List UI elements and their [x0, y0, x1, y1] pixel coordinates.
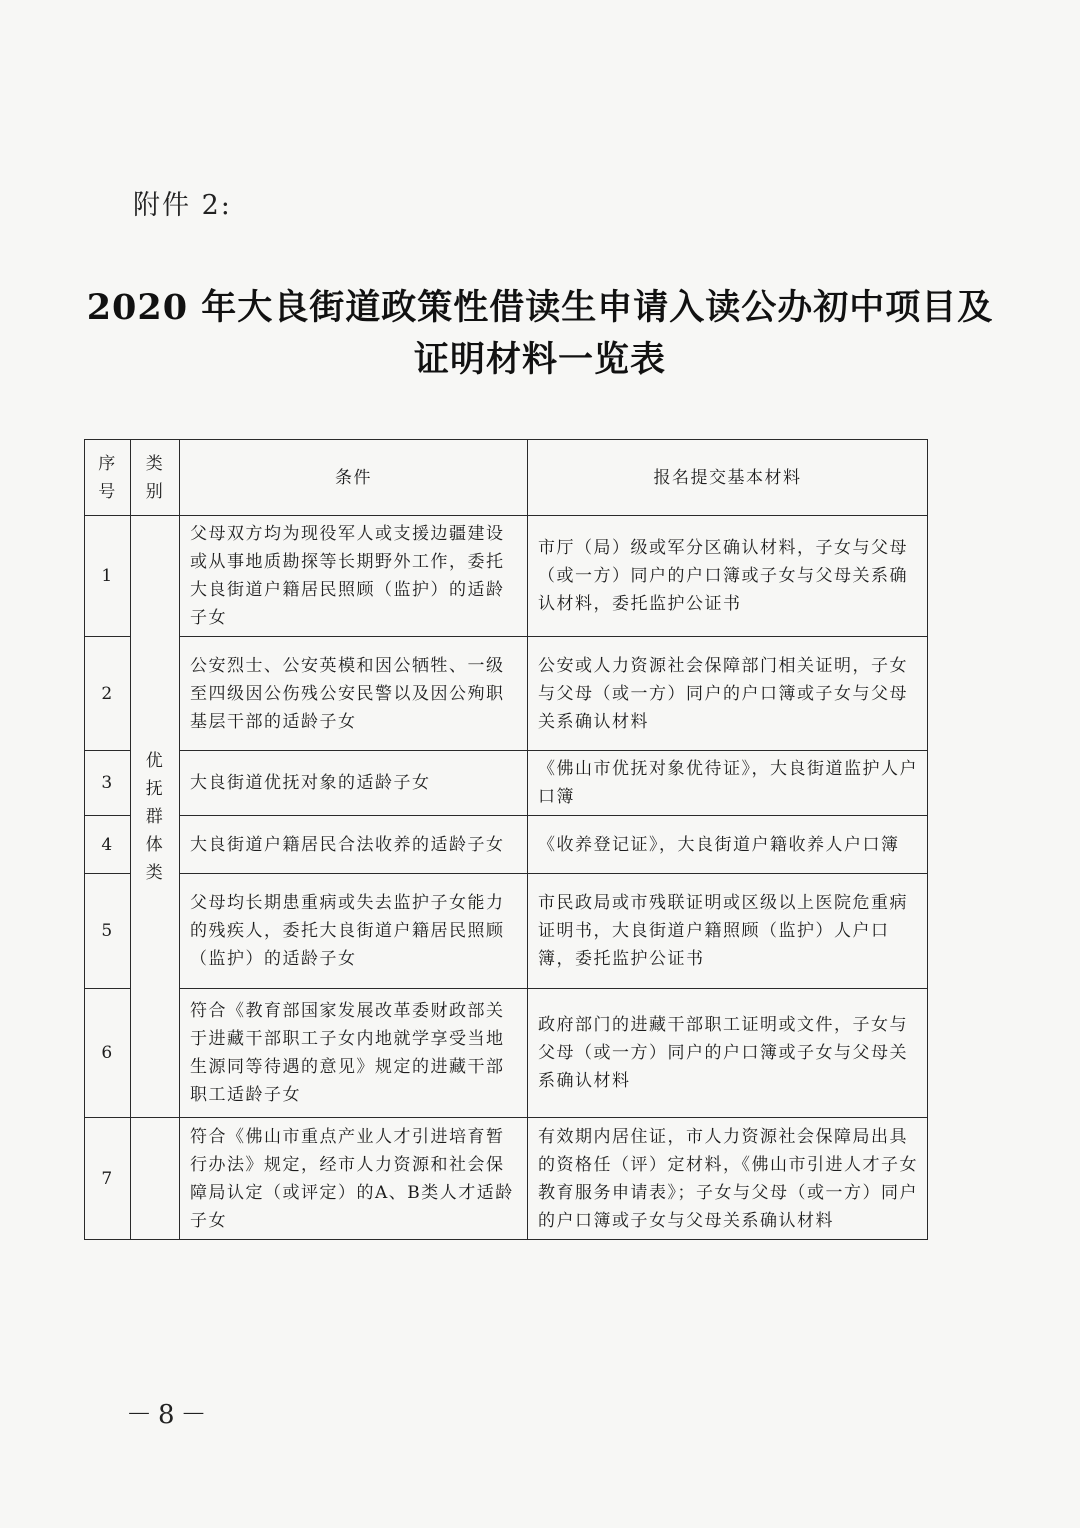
row-condition: 父母双方均为现役军人或支援边疆建设或从事地质勘探等长期野外工作，委托大良街道户籍居民照顾（监护）的适龄子女 — [180, 516, 528, 637]
title-line-1: 2020 年大良街道政策性借读生申请入读公办初中项目及 — [86, 287, 994, 328]
attachment-label: 附件 2: — [133, 190, 232, 221]
table-row — [85, 1118, 928, 1240]
row-materials: 政府部门的进藏干部职工证明或文件，子女与父母（或一方）同户的户口簿或子女与父母关系确认材料 — [528, 989, 928, 1118]
table-row — [85, 816, 928, 874]
row-materials: 市厅（局）级或军分区确认材料，子女与父母（或一方）同户的户口簿或子女与父母关系确认材料，委托监护公证书 — [528, 516, 928, 637]
row-condition: 大良街道户籍居民合法收养的适龄子女 — [180, 816, 528, 874]
row-materials: 公安或人力资源社会保障部门相关证明，子女与父母（或一方）同户的户口簿或子女与父母关系确认材料 — [528, 637, 928, 751]
table-row — [85, 874, 928, 989]
row-materials: 市民政局或市残联证明或区级以上医院危重病证明书，大良街道户籍照顾（监护）人户口簿，委托监护公证书 — [528, 874, 928, 989]
row-condition: 公安烈士、公安英模和因公牺牲、一级至四级因公伤残公安民警以及因公殉职基层干部的适龄子女 — [180, 637, 528, 751]
row-materials: 《佛山市优抚对象优待证》，大良街道监护人户口簿 — [528, 751, 928, 816]
title-line-2: 证明材料一览表 — [413, 339, 666, 380]
header-condition: 条件 — [180, 440, 528, 516]
table-row — [85, 637, 928, 751]
row-materials: 《收养登记证》，大良街道户籍收养人户口簿 — [528, 816, 928, 874]
table-row — [85, 516, 928, 637]
table-row — [85, 989, 928, 1118]
materials-table — [84, 439, 928, 1240]
table-header-row — [85, 440, 928, 516]
table-row — [85, 751, 928, 816]
header-category: 类 别 — [131, 440, 180, 516]
category-cell: 优 抚 群 体 类 — [131, 516, 180, 1118]
page-number: －8－ — [126, 1400, 213, 1430]
row-seq: 1 — [85, 516, 131, 637]
category-cell-empty — [131, 1118, 180, 1240]
row-condition: 符合《教育部国家发展改革委财政部关于进藏干部职工子女内地就学享受当地生源同等待遇的意见》规定的进藏干部职工适龄子女 — [180, 989, 528, 1118]
row-seq: 6 — [85, 989, 131, 1118]
row-seq: 2 — [85, 637, 131, 751]
row-condition: 父母均长期患重病或失去监护子女能力的残疾人，委托大良街道户籍居民照顾（监护）的适龄子女 — [180, 874, 528, 989]
header-seq: 序 号 — [85, 440, 131, 516]
row-seq: 3 — [85, 751, 131, 816]
document-title — [0, 282, 1080, 386]
row-seq: 5 — [85, 874, 131, 989]
row-condition: 大良街道优抚对象的适龄子女 — [180, 751, 528, 816]
row-seq: 4 — [85, 816, 131, 874]
row-materials: 有效期内居住证，市人力资源社会保障局出具的资格任（评）定材料，《佛山市引进人才子女教育服务申请表》；子女与父母（或一方）同户的户口簿或子女与父母关系确认材料 — [528, 1118, 928, 1240]
row-seq: 7 — [85, 1118, 131, 1240]
header-materials: 报名提交基本材料 — [528, 440, 928, 516]
row-condition: 符合《佛山市重点产业人才引进培育暂行办法》规定，经市人力资源和社会保障局认定（或评定）的A、B类人才适龄子女 — [180, 1118, 528, 1240]
